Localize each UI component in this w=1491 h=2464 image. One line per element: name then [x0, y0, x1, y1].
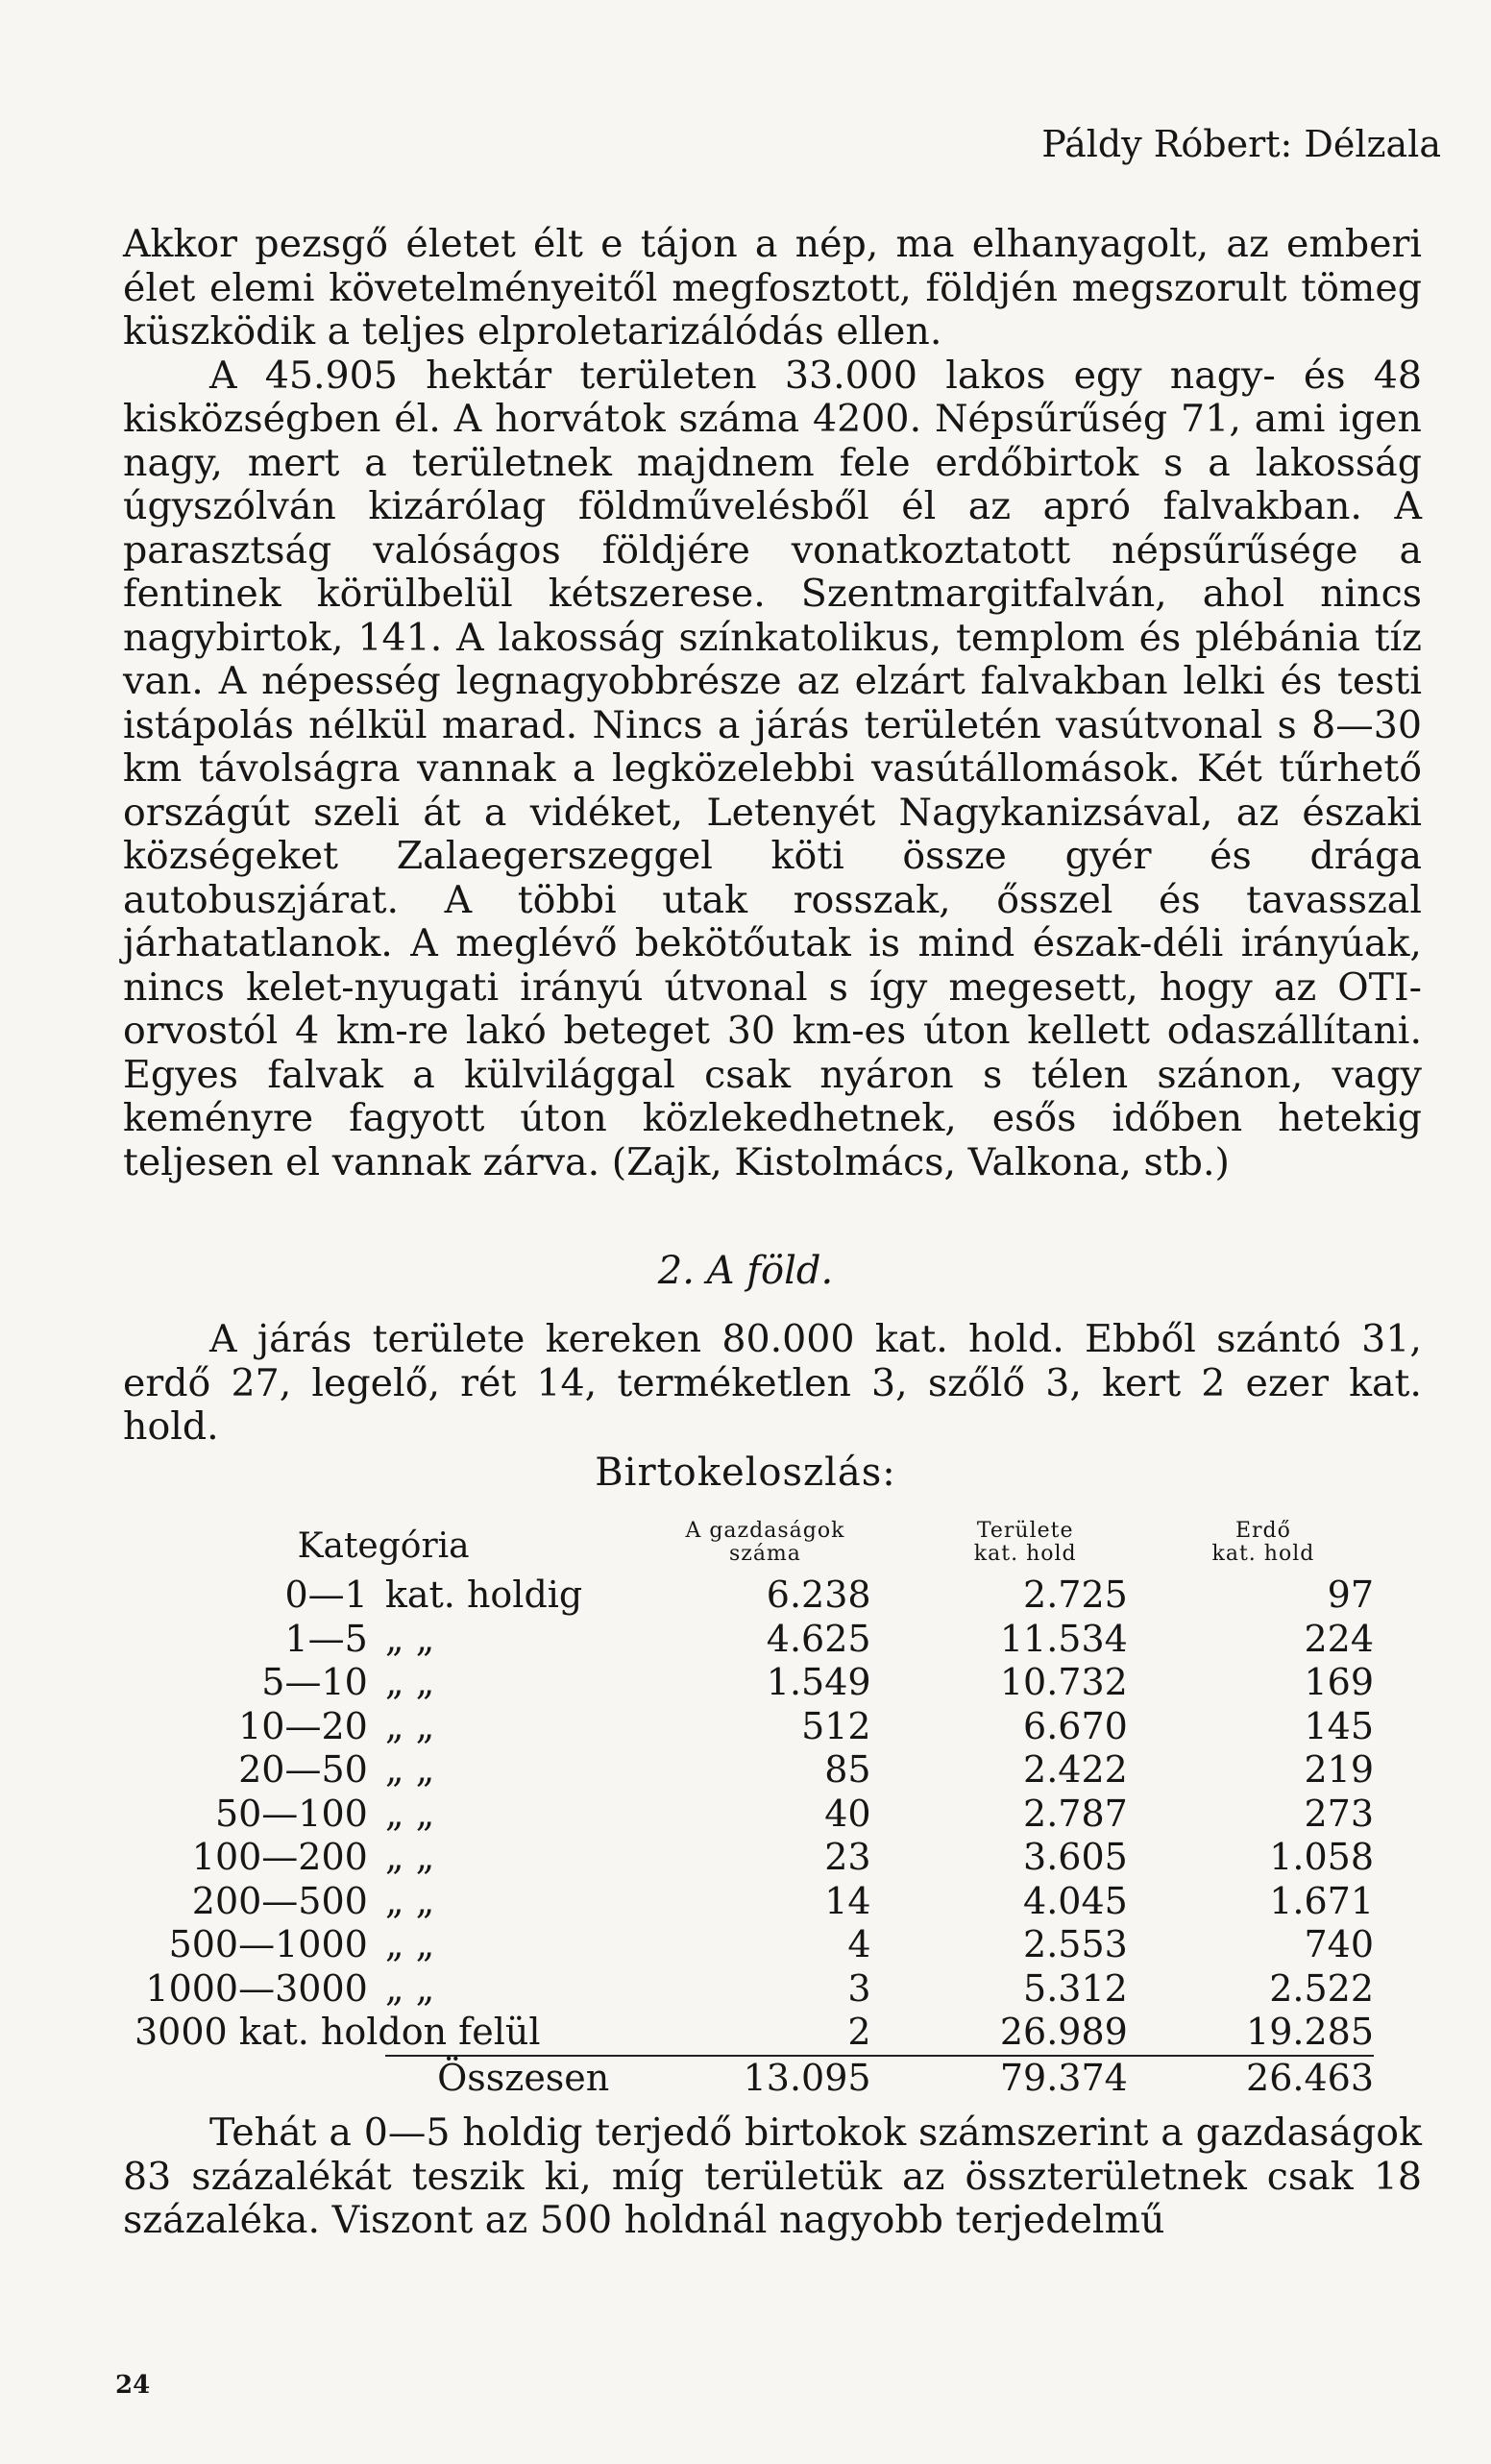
- header-farms-line2: száma: [728, 1542, 801, 1566]
- land-text: [123, 1318, 1422, 1450]
- row-farms: 40: [824, 1792, 871, 1835]
- row-area: 2.725: [1023, 1574, 1128, 1616]
- table-row: [134, 1748, 1374, 1793]
- row-farms: 512: [801, 1704, 871, 1747]
- header-farms-line1: A gazdaságok: [685, 1519, 845, 1543]
- row-farms: 6.238: [766, 1574, 871, 1616]
- row-range: 1000—3000: [145, 1966, 368, 2010]
- row-unit: „ „: [384, 1923, 435, 1965]
- row-unit: „ „: [384, 1704, 435, 1747]
- total-spacer: [134, 2056, 385, 2101]
- row-farms: 2: [847, 2011, 871, 2053]
- row-forest: 145: [1304, 1704, 1374, 1747]
- row-forest: 19.285: [1246, 2011, 1374, 2053]
- row-farms: 4.625: [766, 1617, 871, 1660]
- paragraph-2: A 45.905 hektár területen 33.000 lakos egy nagy- és 48 kisközségben él. A horvátok száma 4200. Népsűrűség 71, ami igen nagy, mert a területnek majdnem fele erdőbirtok s a lakosság úgyszólván kizárólag földművelésből él az apró falvakban. A parasztság valóságos földjére vonatkoztatott népsűrűsége a fentinek körülbelül kétszerese. Szentmargitfalván, ahol nincs nagybirtok, 141. A lakosság színkatolikus, templom és plébánia tíz van. A népesség legnagyobbrésze az elzárt falvakban lelki és testi istápolás nélkül marad. Nincs a járás területén vasútvonal s 8—30 km távolságra vannak a legközelebbi vasútállomások. Két tűrhető országút szeli át a vidéket, Letenyét Nagykanizsával, az északi községeket Zalaegerszeggel köti össze gyér és drága autobuszjárat. A többi utak rosszak, ősszel és tavasszal járhatatlanok. A meglévő bekötőutak is mind észak-déli irányúak, nincs kelet-nyugati irányú útvonal s így megesett, hogy az OTI-orvostól 4 km-re lakó beteget 30 km-es úton kellett odaszállítani. Egyes falvak a külvilággal csak nyáron s télen szánon, vagy keményre fagyott úton közlekedhetnek, esős időben hetekig teljesen el vannak zárva. (Zajk, Kistolmács, Valkona, stb.): [123, 353, 1422, 1184]
- row-forest: 1.058: [1269, 1836, 1374, 1878]
- table-row: [134, 1793, 1374, 1837]
- row-area: 26.989: [999, 2011, 1128, 2053]
- total-label: Összesen: [385, 2056, 632, 2101]
- row-area: 4.045: [1023, 1879, 1128, 1922]
- row-range: 5—10: [261, 1661, 368, 1703]
- row-unit: „ „: [384, 1879, 435, 1922]
- row-range: 50—100: [214, 1792, 368, 1835]
- running-header: Páldy Róbert: Délzala: [1041, 123, 1441, 165]
- row-range: 20—50: [238, 1748, 368, 1791]
- row-range: 10—20: [238, 1704, 368, 1747]
- total-area: 79.374: [898, 2056, 1153, 2101]
- row-area: 2.787: [1023, 1792, 1128, 1835]
- row-unit: „ „: [384, 1836, 435, 1878]
- row-unit: „ „: [384, 1792, 435, 1835]
- row-area: 11.534: [999, 1617, 1128, 1660]
- total-forest: 26.463: [1153, 2056, 1374, 2101]
- section-title: 2. A föld.: [657, 1249, 834, 1293]
- total-farms: 13.095: [632, 2056, 897, 2101]
- row-forest: 273: [1304, 1792, 1374, 1835]
- row-farms: 1.549: [766, 1661, 871, 1703]
- row-area: 5.312: [1023, 1966, 1128, 2010]
- paragraph-3: A járás területe kereken 80.000 kat. hold. Ebből szántó 31, erdő 27, legelő, rét 14, terméketlen 3, szőlő 3, kert 2 ezer kat. hold.: [123, 1317, 1422, 1449]
- paragraph-1: Akkor pezsgő életet élt e tájon a nép, ma elhanyagolt, az emberi élet elemi követelményeitől megfosztott, földjén megszorult tömeg küszködik a teljes elproletarizálódás ellen.: [123, 222, 1422, 354]
- table-row: [134, 1880, 1374, 1924]
- row-area: 10.732: [999, 1661, 1128, 1703]
- table-row: [134, 1967, 1374, 2012]
- row-unit: „ „: [384, 1966, 435, 2010]
- table-row: [134, 1618, 1374, 1662]
- table-row: [134, 1836, 1374, 1880]
- row-unit: „ „: [384, 1748, 435, 1791]
- row-range: 100—200: [191, 1836, 368, 1878]
- table-row: [134, 1574, 1374, 1618]
- header-category: Kategória: [297, 1526, 470, 1566]
- header-forest-line2: kat. hold: [1211, 1542, 1315, 1566]
- intro-text: [123, 223, 1422, 1184]
- table-row: [134, 1923, 1374, 1967]
- row-area: 2.553: [1023, 1923, 1128, 1965]
- row-range: 200—500: [191, 1879, 368, 1922]
- row-unit: kat. holdig: [384, 1574, 583, 1616]
- paragraph-4: Tehát a 0—5 holdig terjedő birtokok számszerint a gazdaságok 83 százalékát teszik ki, míg területük az összterületnek csak 18 százaléka. Viszont az 500 holdnál nagyobb terjedelmű: [123, 2110, 1422, 2242]
- row-range: 0—1: [284, 1574, 368, 1616]
- row-forest: 2.522: [1269, 1966, 1374, 2010]
- table-total-row: [134, 2056, 1374, 2101]
- row-area: 6.670: [1023, 1704, 1128, 1747]
- row-area: 2.422: [1023, 1748, 1128, 1791]
- row-area: 3.605: [1023, 1836, 1128, 1878]
- row-forest: 224: [1304, 1617, 1374, 1660]
- table-row-over-3000: [134, 2011, 1374, 2056]
- row-forest: 169: [1304, 1661, 1374, 1703]
- table-row: [134, 1661, 1374, 1705]
- row-forest: 97: [1327, 1574, 1374, 1616]
- row-range: 1—5: [284, 1617, 368, 1660]
- row-range: 500—1000: [168, 1923, 368, 1965]
- page-number: 24: [115, 2371, 151, 2400]
- header-farms: [632, 1520, 897, 1574]
- table-header-row: [134, 1520, 1374, 1574]
- header-forest-line1: Erdő: [1234, 1519, 1291, 1543]
- row-forest: 740: [1304, 1923, 1374, 1965]
- row-farms: 14: [824, 1879, 871, 1922]
- table-row: [134, 1705, 1374, 1749]
- row-unit: „ „: [384, 1617, 435, 1660]
- header-area: [898, 1520, 1153, 1574]
- row-forest: 1.671: [1269, 1879, 1374, 1922]
- row-forest: 219: [1304, 1748, 1374, 1791]
- row-farms: 85: [824, 1748, 871, 1791]
- header-area-line1: Területe: [976, 1519, 1074, 1543]
- row-farms: 3: [847, 1966, 871, 2010]
- row-label: 3000 kat. holdon felül: [134, 2011, 541, 2053]
- row-unit: „ „: [384, 1661, 435, 1703]
- header-area-line2: kat. hold: [973, 1542, 1077, 1566]
- land-distribution-table: [134, 1520, 1374, 2100]
- row-farms: 4: [847, 1923, 871, 1965]
- row-farms: 23: [824, 1836, 871, 1878]
- table-title: Birtokeloszlás:: [595, 1451, 896, 1495]
- header-forest: [1153, 1520, 1374, 1574]
- conclusion-text: [123, 2111, 1422, 2243]
